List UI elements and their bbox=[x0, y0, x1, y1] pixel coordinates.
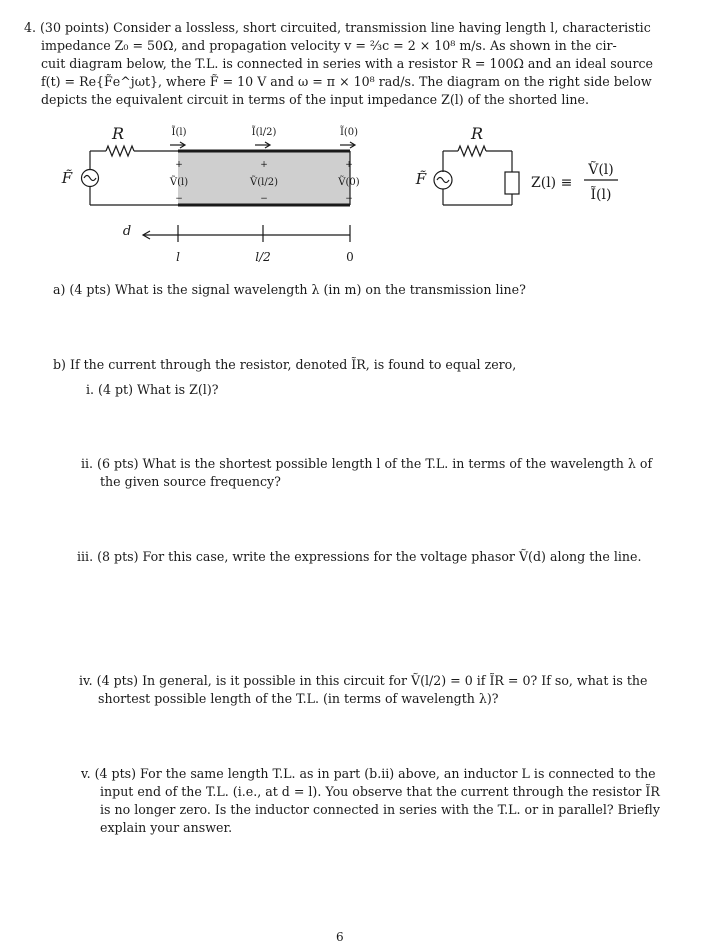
question-line: a) (4 pts) What is the signal wavelength λ (in m) on the transmission line? bbox=[53, 282, 526, 297]
question-line: iii. (8 pts) For this case, write the expressions for the voltage phasor Ṽ(d) along the line. bbox=[77, 549, 642, 564]
question-line: input end of the T.L. (i.e., at d = l). You observe that the current through the resistor ĨR bbox=[100, 784, 660, 799]
axis-tick-label: l bbox=[176, 250, 180, 264]
plus-sign: + bbox=[345, 160, 353, 170]
question-line: b) If the current through the resistor, denoted ĨR, is found to equal zero, bbox=[53, 357, 517, 372]
resistor-r bbox=[458, 146, 486, 156]
question-line: is no longer zero. Is the inductor connected in series with the T.L. or in parallel? Briefly bbox=[100, 802, 660, 817]
fraction-denominator: Ĩ(l) bbox=[590, 187, 612, 203]
source-label: F̃ bbox=[415, 170, 427, 188]
problem-line: 4. (30 points) Consider a lossless, short circuited, transmission line having length l, characteristic bbox=[24, 20, 651, 35]
resistor-r bbox=[106, 146, 134, 156]
question-b-iii bbox=[77, 548, 642, 566]
minus-sign: − bbox=[345, 194, 353, 204]
voltage-label: Ṽ(0) bbox=[338, 177, 360, 188]
plus-sign: + bbox=[175, 160, 183, 170]
question-line: v. (4 pts) For the same length T.L. as in part (b.ii) above, an inductor L is connected to the bbox=[81, 766, 656, 781]
question-b-i bbox=[86, 381, 218, 399]
fraction-numerator: Ṽ(l) bbox=[588, 162, 614, 178]
axis-variable-label: d bbox=[122, 224, 132, 239]
resistor-label: R bbox=[111, 124, 125, 143]
minus-sign: − bbox=[175, 194, 183, 204]
resistor-label: R bbox=[470, 124, 484, 143]
question-b-v bbox=[81, 765, 660, 837]
plus-sign: + bbox=[260, 160, 268, 170]
voltage-label: Ṽ(l/2) bbox=[250, 177, 278, 188]
question-line: i. (4 pt) What is Z(l)? bbox=[86, 382, 219, 397]
question-b-ii bbox=[81, 455, 652, 491]
problem-line: cuit diagram below, the T.L. is connected in series with a resistor R = 100Ω and an ideal source bbox=[41, 56, 653, 71]
problem-statement bbox=[24, 19, 653, 109]
right-circuit-labels bbox=[415, 124, 614, 203]
question-line: shortest possible length of the T.L. (in terms of wavelength λ)? bbox=[98, 691, 499, 706]
question-b bbox=[53, 356, 516, 374]
page-number: 6 bbox=[336, 930, 344, 944]
current-label: Ĩ(l) bbox=[171, 127, 187, 138]
current-label: Ĩ(0) bbox=[339, 127, 359, 138]
circuit-diagram bbox=[0, 120, 703, 270]
problem-line: f(t) = Re{F̃e^jωt}, where F̃ = 10 V and ω = π × 10⁸ rad/s. The diagram on the right side below bbox=[41, 74, 652, 89]
impedance-box bbox=[505, 172, 519, 194]
voltage-label: Ṽ(l) bbox=[169, 177, 189, 188]
ac-sine-icon bbox=[437, 178, 449, 183]
question-b-iv bbox=[79, 672, 648, 708]
minus-sign: − bbox=[260, 194, 268, 204]
problem-line: impedance Z₀ = 50Ω, and propagation velocity v = ⅔c = 2 × 10⁸ m/s. As shown in the cir- bbox=[41, 38, 617, 53]
problem-line: depicts the equivalent circuit in terms of the input impedance Z(l) of the shorted line. bbox=[41, 92, 589, 107]
axis-tick-label: 0 bbox=[346, 250, 354, 264]
axis-tick-label: l/2 bbox=[255, 250, 271, 264]
question-line: iv. (4 pts) In general, is it possible in this circuit for Ṽ(l/2) = 0 if ĨR = 0? If so, what is the bbox=[79, 673, 648, 688]
question-line: the given source frequency? bbox=[100, 474, 281, 489]
question-a bbox=[53, 281, 526, 299]
question-line: ii. (6 pts) What is the shortest possible length l of the T.L. in terms of the wavelength λ of bbox=[81, 456, 653, 471]
current-label: Ĩ(l/2) bbox=[251, 127, 277, 138]
question-line: explain your answer. bbox=[100, 820, 233, 835]
impedance-label: Z(l) ≡ bbox=[531, 175, 573, 191]
ac-sine-icon bbox=[84, 176, 96, 181]
source-label: F̃ bbox=[61, 169, 73, 187]
current-arrows bbox=[170, 142, 355, 148]
position-axis bbox=[143, 225, 350, 242]
